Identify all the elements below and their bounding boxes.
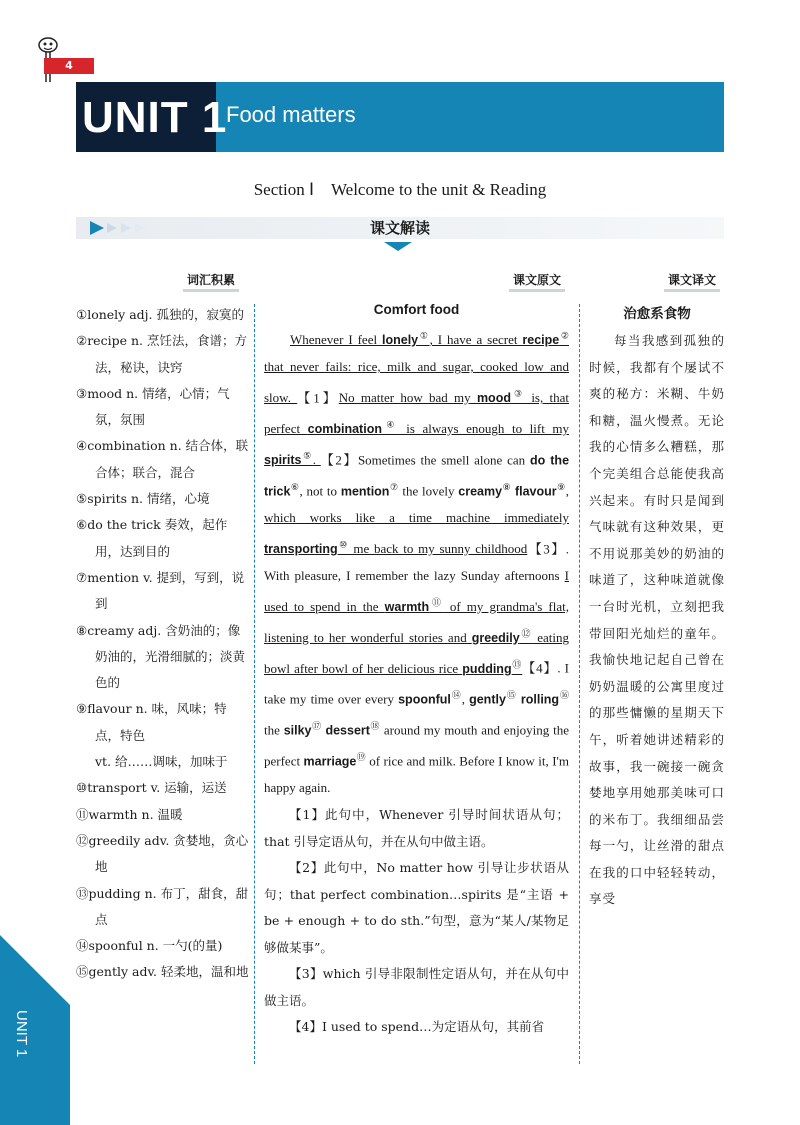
keyword: spirits — [264, 453, 302, 468]
vocab-item: ⑪warmth n. 温暖 — [76, 806, 183, 822]
reading-title: 课文解读 — [369, 219, 430, 237]
keyword: dessert — [325, 723, 370, 738]
keyword: spoonful — [398, 692, 451, 707]
vocab-column-label: 词汇积累 — [183, 270, 239, 292]
column-divider — [254, 304, 255, 1064]
vocab-item: vt. 给……调味，加味于 — [95, 754, 228, 770]
note: 【2】此句中，No matter how 引导让步状语从句；that perfect combination…spirits 是“主语 + be + enough + to do sth.”句型，意为“某人/某物足够做某事”。 — [264, 860, 569, 955]
column-divider — [579, 304, 580, 1064]
keyword: flavour — [514, 484, 557, 499]
unit-title: Food matters — [226, 102, 356, 127]
keyword: warmth — [384, 599, 430, 614]
vocab-item: ⑥do the trick 奏效，起作用，达到目的 — [76, 517, 228, 559]
section-title: Section Ⅰ Welcome to the unit & Reading — [253, 180, 547, 199]
keyword: silky — [283, 723, 312, 738]
keyword: do the trick — [264, 453, 570, 499]
translation-text: 每当我感到孤独的时候，我都有个屡试不爽的秘方：米糊、牛奶和糖，温火慢煮。无论我的心情多么糟糕，那个完美组合总能使我高兴起来。有时只是闻到气味就有这种效果，更不用说那美妙的奶油的味道了，这种味道就像一台时光机，立刻把我带回阳光灿烂的童年。我愉快地记起自己曾在奶奶温暖的公寓里度过的那些慵懒的星期天下午，听着她讲述精彩的故事，我一碗接一碗贪婪地享用她那美味可口的米布丁。我细细品尝每一勺，让丝滑的甜点在我的口中轻轻转动，享受 — [589, 333, 725, 907]
vocab-item: ⑩transport v. 运输，运送 — [76, 780, 227, 796]
keyword: mention — [340, 484, 390, 499]
translation-column — [589, 302, 725, 913]
vocab-item: ④combination n. 结合体，联合体；联合，混合 — [76, 438, 249, 480]
page-number: 4 — [44, 58, 94, 74]
translation-title: 治愈系食物 — [623, 306, 691, 322]
keyword: mood — [476, 391, 511, 406]
keyword: pudding — [462, 661, 512, 676]
original-title: Comfort food — [373, 302, 460, 317]
keyword: combination — [307, 422, 382, 437]
note: 【4】I used to spend…为定语从句，其前省 — [289, 1019, 545, 1035]
original-column-label: 课文原文 — [509, 270, 565, 292]
note-marker: 【4】 — [522, 660, 558, 676]
vocab-item: ⑮gently adv. 轻柔地，温和地 — [76, 964, 249, 980]
side-tab — [0, 925, 70, 1125]
keyword: lonely — [382, 333, 419, 348]
vocab-item: ②recipe n. 烹饪法，食谱；方法，秘诀，诀窍 — [76, 333, 247, 375]
note-marker: 【3】 — [527, 540, 566, 556]
keyword: marriage — [303, 754, 357, 769]
note: 【3】which 引导非限制性定语从句，并在从句中做主语。 — [264, 966, 569, 1008]
caret-down-icon — [384, 242, 412, 251]
vocab-item: ①lonely adj. 孤独的，寂寞的 — [76, 307, 244, 322]
note: 【1】此句中，Whenever 引导时间状语从句；that 引导定语从句，并在从句中做主语。 — [264, 807, 569, 849]
keyword: rolling — [520, 692, 560, 707]
side-tab-label: UNIT 1 — [13, 1010, 30, 1058]
translation-column-label: 课文译文 — [664, 270, 720, 292]
vocab-item: ⑭spoonful n. 一勺(的量) — [76, 938, 223, 954]
vocab-item: ③mood n. 情绪，心情；气氛，氛围 — [76, 385, 230, 428]
vocab-item: ⑤spirits n. 情绪，心境 — [76, 491, 210, 507]
original-text-column — [264, 302, 569, 1041]
keyword: recipe — [522, 333, 560, 348]
vocab-item: ⑨flavour n. 味，风味；特点，特色 — [76, 701, 227, 743]
note-marker: 【1】 — [297, 390, 339, 406]
keyword: greedily — [471, 630, 520, 645]
vocab-item: ⑫greedily adv. 贪婪地，贪心地 — [76, 832, 249, 875]
vocab-item: ⑦mention v. 提到，写到，说到 — [76, 569, 245, 612]
keyword: gently — [469, 692, 506, 707]
keyword: creamy — [458, 484, 503, 499]
vocab-item: ⑧creamy adj. 含奶油的；像奶油的，光滑细腻的；淡黄色的 — [76, 622, 246, 691]
original-passage: Whenever I feel lonely①, I have a secret recipe② that never fails: rice, milk and sugar, cooked low and slow. 【1】No matter how bad my mood③ is, that perfect combination④ is always enough to lift my spirits⑤. 【2】Sometimes the smell alone can do the trick⑥, not to mention⑦ the lovely creamy⑧ flavour⑨, which works like a time machine immediately transporting⑩ me back to my sunny childhood【3】. With pleasure, I remember the lazy Sunday afternoons I used to spend in the warmth⑪ of my grandma's flat, listening to her wonderful stories and greedily⑫ eating bowl after bowl of her delicious rice pudding⑬【4】. I take my time over every spoonful⑭, gently⑮ rolling⑯ the silky⑰ dessert⑱ around my mouth and enjoying the perfect marriage⑲ of rice and milk. Before I know it, I'm happy again. — [264, 331, 570, 796]
vocab-list — [76, 302, 250, 986]
note-marker: 【2】 — [320, 452, 358, 468]
keyword: transporting — [264, 541, 338, 556]
grammar-notes — [264, 802, 569, 1041]
vocab-item: ⑬pudding n. 布丁，甜食，甜点 — [76, 885, 249, 927]
unit-label: UNIT 1 — [82, 93, 228, 142]
